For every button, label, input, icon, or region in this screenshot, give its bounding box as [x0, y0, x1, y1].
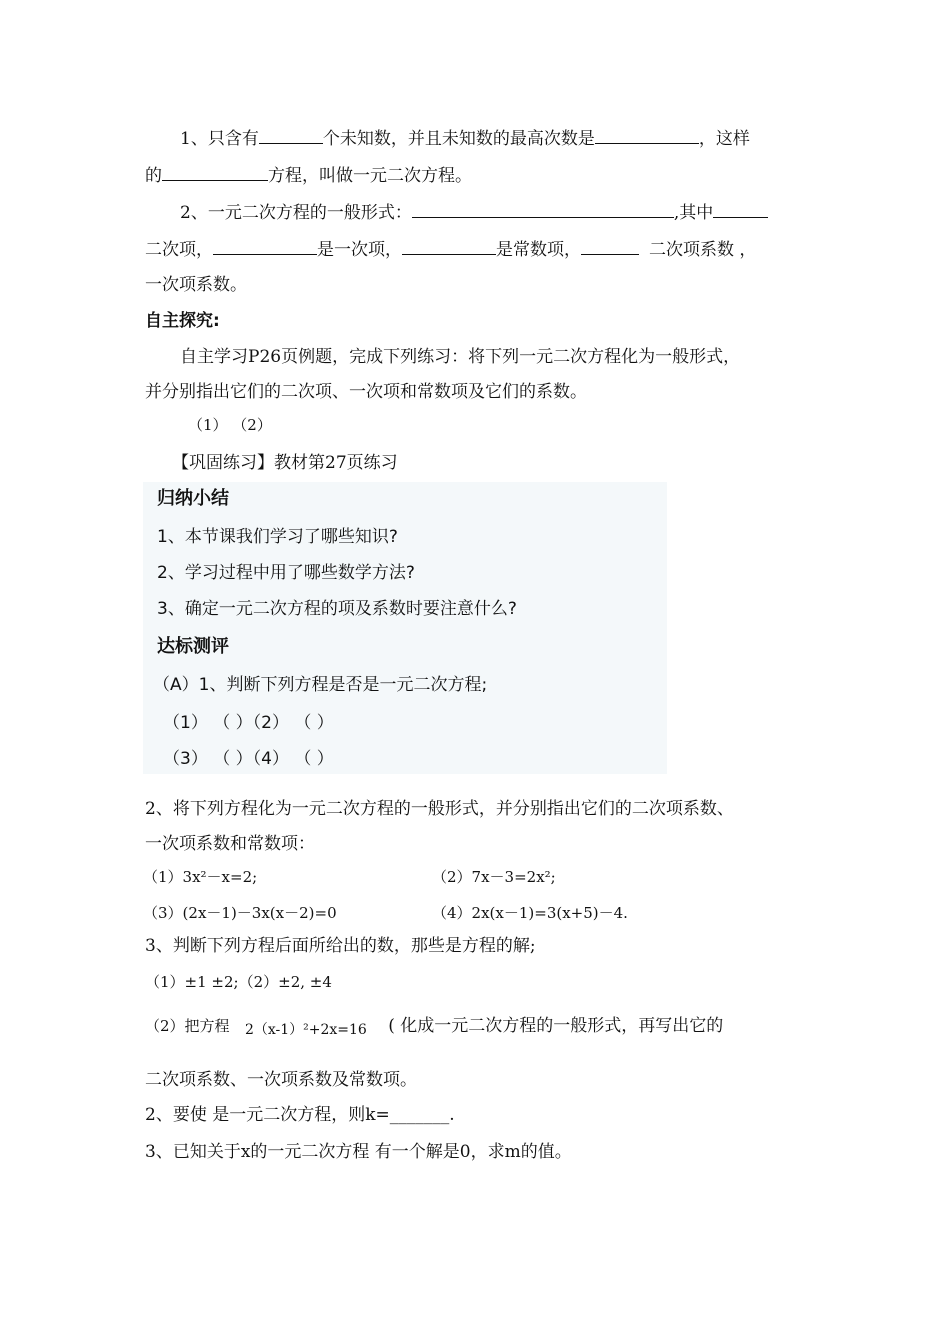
q3-line2: （1）±1 ±2;（2）±2, ±4: [145, 973, 332, 991]
q2-eq2: （2）7x－3=2x²;: [432, 868, 556, 886]
q2-line1: 2、将下列方程化为一元二次方程的一般形式，并分别指出它们的二次项系数、: [145, 799, 734, 819]
blank-3[interactable]: [162, 163, 268, 181]
summary-q1: 1、本节课我们学习了哪些知识?: [157, 527, 398, 547]
p1-text-a: 1、只含有: [180, 129, 259, 149]
q2-eq3: （3）(2x－1)－3x(x－2)=0: [143, 904, 337, 922]
summary-heading: 归纳小结: [157, 488, 229, 509]
blank-8[interactable]: [581, 237, 639, 255]
q6-line: 3、已知关于x的一元二次方程 有一个解是0，求m的值。: [145, 1142, 572, 1162]
q2-eq1: （1）3x²－x=2;: [143, 868, 258, 886]
explore-items: （1） （2）: [188, 416, 272, 434]
summary-q2: 2、学习过程中用了哪些数学方法?: [157, 563, 415, 583]
p2-line1: [180, 200, 768, 224]
q4-line1: [145, 1015, 723, 1038]
p1-text-c: ，这样: [698, 129, 750, 149]
test-row2: （3） （ ）（4） （ ）: [163, 749, 334, 769]
p2-text-f: 二次项系数 ，: [649, 240, 757, 260]
blank-6[interactable]: [213, 237, 317, 255]
q3-line1: 3、判断下列方程后面所给出的数，那些是方程的解;: [145, 936, 536, 956]
blank-2[interactable]: [595, 126, 699, 144]
p2-text-b: ,其中: [673, 203, 714, 223]
blank-5[interactable]: [713, 200, 768, 218]
test-a1: （A）1、判断下列方程是否是一元二次方程;: [153, 675, 488, 695]
summary-q3: 3、确定一元二次方程的项及系数时要注意什么?: [157, 599, 517, 619]
blank-7[interactable]: [402, 237, 496, 255]
p2-line3: 一次项系数。: [145, 275, 247, 295]
p1-text-d: 的: [145, 166, 162, 186]
p2-line2: [145, 237, 756, 261]
p2-text-a: 2、一元二次方程的一般形式：: [180, 203, 412, 223]
test-row1: （1） （ ）（2） （ ）: [163, 713, 334, 733]
q4-text-b: ( 化成一元二次方程的一般形式，再写出它的: [388, 1016, 724, 1036]
q5-line: 2、要使 是一元二次方程，则k=_______.: [145, 1105, 455, 1125]
p2-text-d: 是一次项，: [317, 240, 402, 260]
summary-box: [143, 482, 667, 774]
test-heading: 达标测评: [157, 636, 229, 657]
p1-line2: [145, 163, 472, 187]
explore-line1: 自主学习P26页例题，完成下列练习：将下列一元二次方程化为一般形式，: [180, 347, 741, 367]
q4-equation: 2（x-1）²+2x=16: [244, 1022, 367, 1038]
p2-text-c: 二次项，: [145, 240, 213, 260]
q2-line2: 一次项系数和常数项：: [145, 834, 315, 854]
p2-text-e: 是常数项，: [496, 240, 581, 260]
blank-1[interactable]: [259, 126, 323, 144]
blank-4[interactable]: [412, 200, 674, 218]
p1-text-b: 个未知数，并且未知数的最高次数是: [322, 129, 595, 149]
explore-heading: 自主探究:: [145, 311, 220, 331]
p1-text-e: 方程，叫做一元二次方程。: [268, 166, 472, 186]
practice-line: 【巩固练习】教材第27页练习: [172, 453, 398, 473]
q4-text-a: （2）把方程: [145, 1017, 230, 1035]
p1-line1: [180, 126, 750, 150]
q2-eq4: （4）2x(x－1)=3(x+5)－4.: [432, 904, 628, 922]
explore-line2: 并分别指出它们的二次项、一次项和常数项及它们的系数。: [145, 382, 587, 402]
q4-line2: 二次项系数、一次项系数及常数项。: [145, 1070, 417, 1090]
